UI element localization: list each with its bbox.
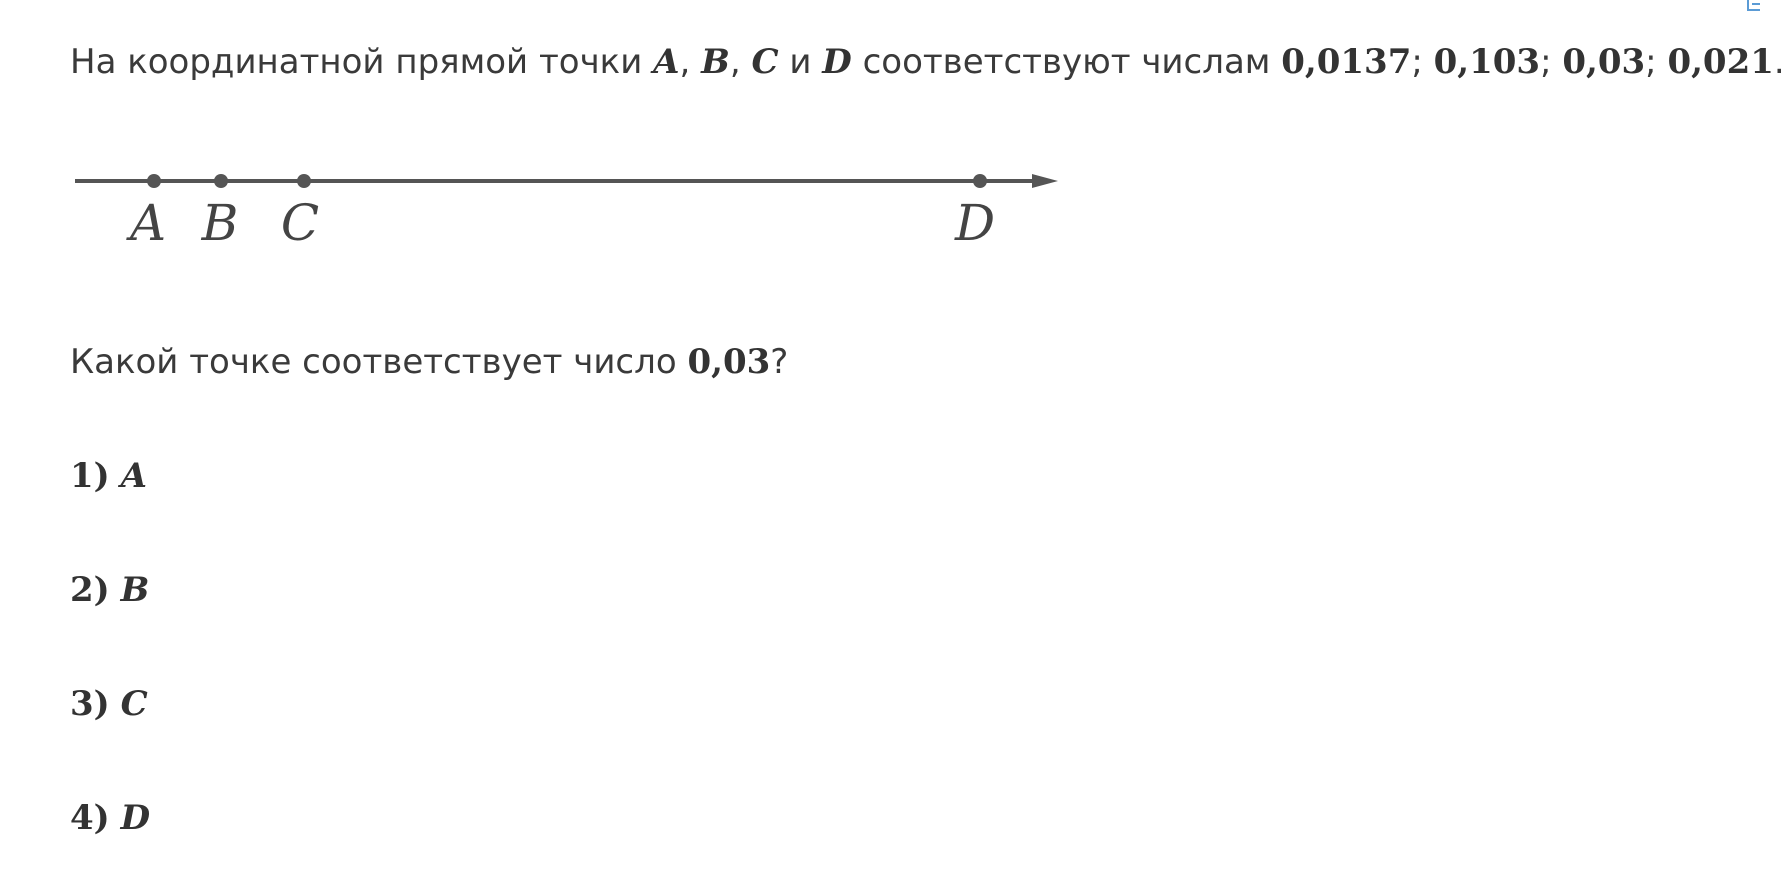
question-end: ? — [770, 342, 789, 382]
number-value: 0,0137 — [1281, 42, 1412, 82]
separator: ; — [1540, 42, 1563, 82]
number-line-diagram — [70, 158, 1060, 258]
number-value: 0,021 — [1667, 42, 1774, 82]
problem-statement — [70, 38, 1785, 86]
axis-label-a: A — [129, 194, 167, 252]
question-number: 0,03 — [687, 342, 771, 382]
question-label: Какой точке соответствует число — [70, 342, 688, 382]
number-value: 0,03 — [1562, 42, 1646, 82]
point-b-label: B — [701, 42, 730, 82]
answer-option-4[interactable] — [70, 794, 150, 842]
point-b-dot — [214, 174, 228, 188]
question-text — [70, 338, 788, 386]
point-a-dot — [147, 174, 161, 188]
option-number: 3) — [70, 684, 110, 724]
answer-option-1[interactable] — [70, 452, 147, 500]
option-number: 1) — [70, 456, 110, 496]
option-label: A — [120, 456, 147, 496]
point-d-dot — [973, 174, 987, 188]
statement-text: На координатной прямой точки — [70, 42, 654, 82]
corner-icon[interactable] — [1746, 0, 1760, 14]
option-label: B — [120, 570, 150, 610]
statement-end: . — [1773, 42, 1785, 82]
point-a-label: A — [653, 42, 680, 82]
separator: , — [729, 42, 752, 82]
answer-option-2[interactable] — [70, 566, 149, 614]
statement-text: соответствуют числам — [851, 42, 1282, 82]
point-d-label: D — [822, 42, 852, 82]
answer-option-3[interactable] — [70, 680, 148, 728]
separator: , — [679, 42, 702, 82]
number-line-arrowhead — [1032, 174, 1058, 188]
point-c-label: C — [751, 42, 779, 82]
axis-label-b: B — [201, 194, 239, 252]
axis-label-c: C — [280, 194, 320, 252]
conjunction: и — [778, 42, 823, 82]
option-number: 4) — [70, 798, 110, 838]
option-label: C — [120, 684, 148, 724]
option-label: D — [120, 798, 151, 838]
number-value: 0,103 — [1433, 42, 1541, 82]
option-number: 2) — [70, 570, 110, 610]
separator: ; — [1411, 42, 1434, 82]
axis-label-d: D — [954, 194, 996, 252]
point-c-dot — [297, 174, 311, 188]
separator: ; — [1645, 42, 1668, 82]
